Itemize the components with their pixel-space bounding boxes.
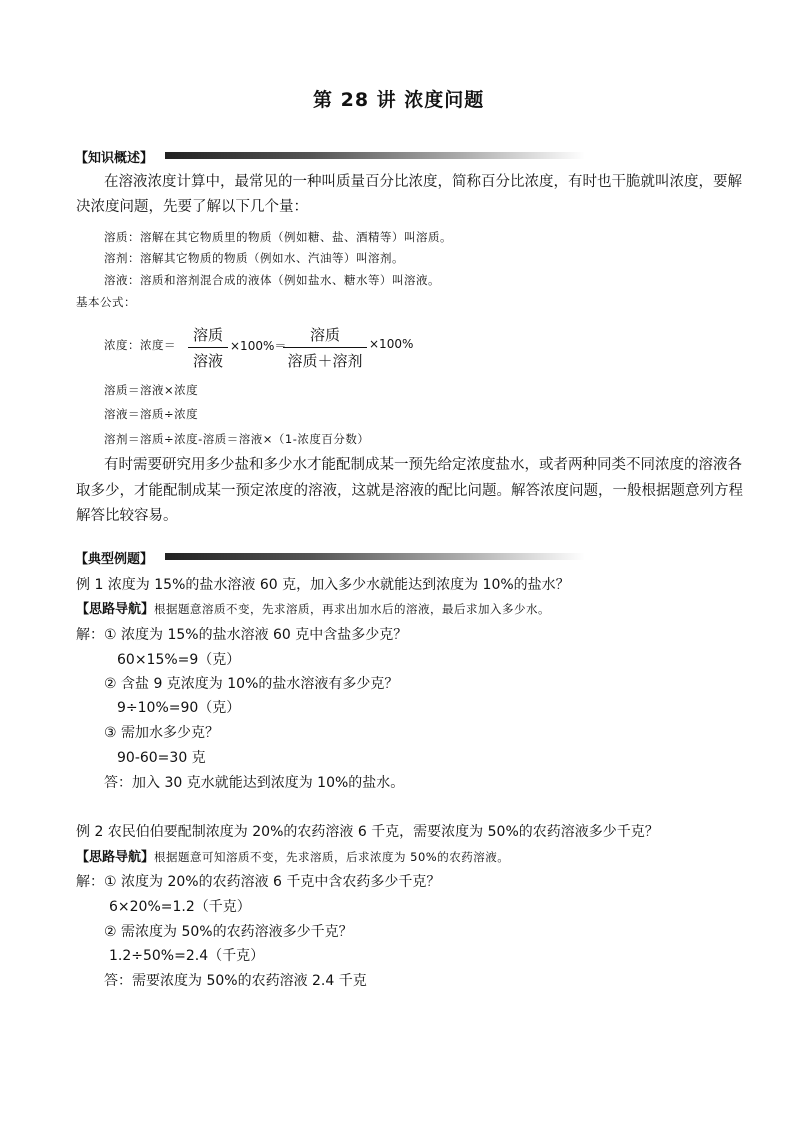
hint-label: 【思路导航】 [76, 602, 155, 617]
intro-line-2: 决浓度问题，先要了解以下几个量： [76, 199, 308, 215]
section-heading-overview: 【知识概述】 [75, 151, 154, 166]
fraction-solute-over-solution [188, 324, 228, 371]
example-1-step-2: ② 含盐 9 克浓度为 10%的盐水溶液有多少克？ [104, 676, 399, 692]
para2-line-3: 解答比较容易。 [76, 508, 178, 524]
example-2-answer: 答：需要浓度为 50%的农药溶液 2.4 千克 [104, 973, 367, 989]
example-1-answer: 答：加入 30 克水就能达到浓度为 10%的盐水。 [104, 775, 405, 791]
para2-line-2: 取多少，才能配制成某一预定浓度的溶液，这就是溶液的配比问题。解答浓度问题，一般根据题意列方程 [76, 483, 743, 499]
example-1-step-1-calc: 60×15%=9（克） [117, 652, 241, 668]
fraction-numerator: 溶质 [309, 326, 340, 344]
page-title: 第 28 讲 浓度问题 [313, 89, 485, 111]
example-1-step-3-calc: 90-60=30 克 [117, 750, 206, 766]
example-1-step-3: ③ 需加水多少克？ [104, 725, 220, 741]
definition-solute: 溶质：溶解在其它物质里的物质（例如糖、盐、酒精等）叫溶质。 [104, 230, 452, 244]
fraction-denominator: 溶液 [192, 352, 223, 370]
fraction-denominator: 溶质＋溶剂 [287, 352, 363, 370]
example-2-step-1: 解：① 浓度为 20%的农药溶液 6 千克中含农药多少千克？ [76, 874, 441, 890]
basic-formula-label: 基本公式： [76, 295, 136, 309]
formula-suffix: ×100% [369, 337, 414, 351]
example-1-step-1: 解：① 浓度为 15%的盐水溶液 60 克中含盐多少克？ [76, 627, 408, 643]
example-2-step-2-calc: 1.2÷50%=2.4（千克） [109, 948, 265, 964]
section-divider-bar [165, 553, 585, 560]
section-divider-bar [165, 152, 585, 159]
derived-formula-solution: 溶液＝溶质÷浓度 [104, 407, 199, 421]
hint-text: 根据题意溶质不变，先求溶质，再求出加水后的溶液，最后求加入多少水。 [154, 602, 551, 616]
fraction-bar [188, 347, 228, 348]
derived-formula-solute: 溶质＝溶液×浓度 [104, 383, 199, 397]
example-2-step-1-calc: 6×20%=1.2（千克） [109, 899, 251, 915]
definition-solvent: 溶剂：溶解其它物质的物质（例如水、汽油等）叫溶剂。 [104, 251, 404, 265]
intro-line-1: 在溶液浓度计算中，最常见的一种叫质量百分比浓度，简称百分比浓度，有时也干脆就叫浓度，要解 [104, 174, 742, 190]
fraction-numerator: 溶质 [192, 326, 223, 344]
definition-solution: 溶液：溶质和溶剂混合成的液体（例如盐水、糖水等）叫溶液。 [104, 273, 440, 287]
formula-mid: ×100%＝ [230, 339, 287, 353]
example-1-step-2-calc: 9÷10%=90（克） [117, 700, 241, 716]
fraction-solute-over-sum [283, 324, 367, 371]
derived-formula-solvent: 溶剂＝溶质÷浓度-溶质＝溶液×（1-浓度百分数） [104, 432, 370, 446]
example-1-hint [76, 598, 550, 617]
formula-prefix: 浓度：浓度＝ [104, 338, 176, 352]
example-2-question: 例 2 农民伯伯要配制浓度为 20%的农药溶液 6 千克，需要浓度为 50%的农药溶液多少千克？ [76, 824, 659, 840]
para2-line-1: 有时需要研究用多少盐和多少水才能配制成某一预先给定浓度盐水，或者两种同类不同浓度的溶液各 [104, 457, 742, 473]
example-2-step-2: ② 需浓度为 50%的农药溶液多少千克？ [104, 924, 353, 940]
example-2-hint [76, 846, 509, 865]
example-1-question: 例 1 浓度为 15%的盐水溶液 60 克，加入多少水就能达到浓度为 10%的盐水？ [76, 577, 570, 593]
fraction-bar [283, 347, 367, 348]
hint-label: 【思路导航】 [76, 850, 155, 865]
section-heading-examples: 【典型例题】 [75, 552, 154, 567]
hint-text: 根据题意可知溶质不变，先求溶质，后求浓度为 50%的农药溶液。 [154, 850, 510, 864]
